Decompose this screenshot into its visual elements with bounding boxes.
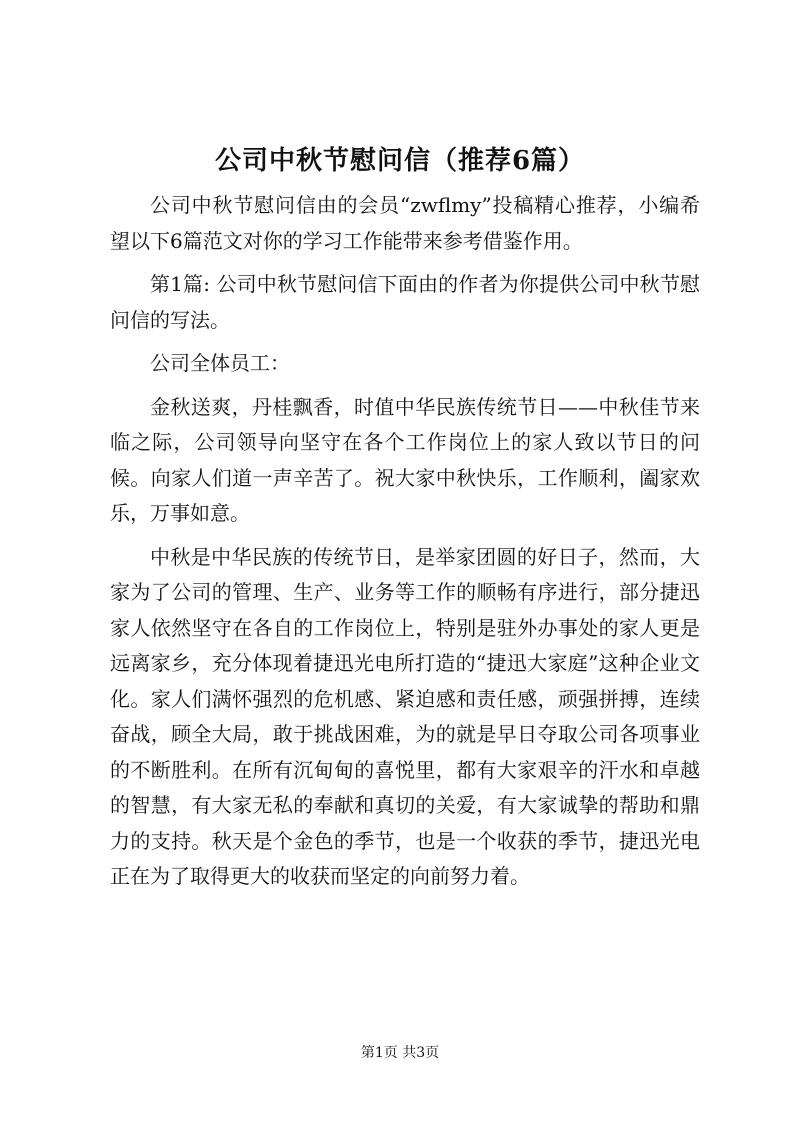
salutation: 公司全体员工： (150, 351, 290, 375)
chapter-intro-paragraph: 第1篇: 公司中秋节慰问信下面由的作者为你提供公司中秋节慰问信的写法。 (110, 272, 700, 332)
body-paragraph: 金秋送爽，丹桂飘香，时值中华民族传统节日——中秋佳节来临之际，公司领导向坚守在各个工作岗位上的家人致以节日的问候。向家人们道一声辛苦了。祝大家中秋快乐，工作顺利，阖家欢乐，万事如意。 (110, 394, 700, 525)
document-body (110, 188, 700, 903)
page-footer: 第1页 共3页 (360, 1045, 440, 1061)
body-paragraph: 中秋是中华民族的传统节日，是举家团圆的好日子，然而，大家为了公司的管理、生产、业务等工作的顺畅有序进行，部分捷迅家人依然坚守在各自的工作岗位上，特别是驻外办事处的家人更是远离家乡，充分体现着捷迅光电所打造的“捷迅大家庭”这种企业文化。家人们满怀强烈的危机感、紧迫感和责任感，顽强拼搏，连续奋战，顾全大局，敢于挑战困难，为的就是早日夺取公司各项事业的不断胜利。在所有沉甸甸的喜悦里，都有大家艰辛的汗水和卓越的智慧，有大家无私的奉献和真切的关爱，有大家诚挚的帮助和鼎力的支持。秋天是个金色的季节，也是一个收获的季节，捷迅光电正在为了取得更大的收获而坚定的向前努力着。 (110, 544, 700, 888)
document-title: 公司中秋节慰问信（推荐6篇） (214, 146, 586, 176)
intro-paragraph: 公司中秋节慰问信由的会员“zwflmy”投稿精心推荐，小编希望以下6篇范文对你的学习工作能带来参考借鉴作用。 (110, 193, 700, 253)
